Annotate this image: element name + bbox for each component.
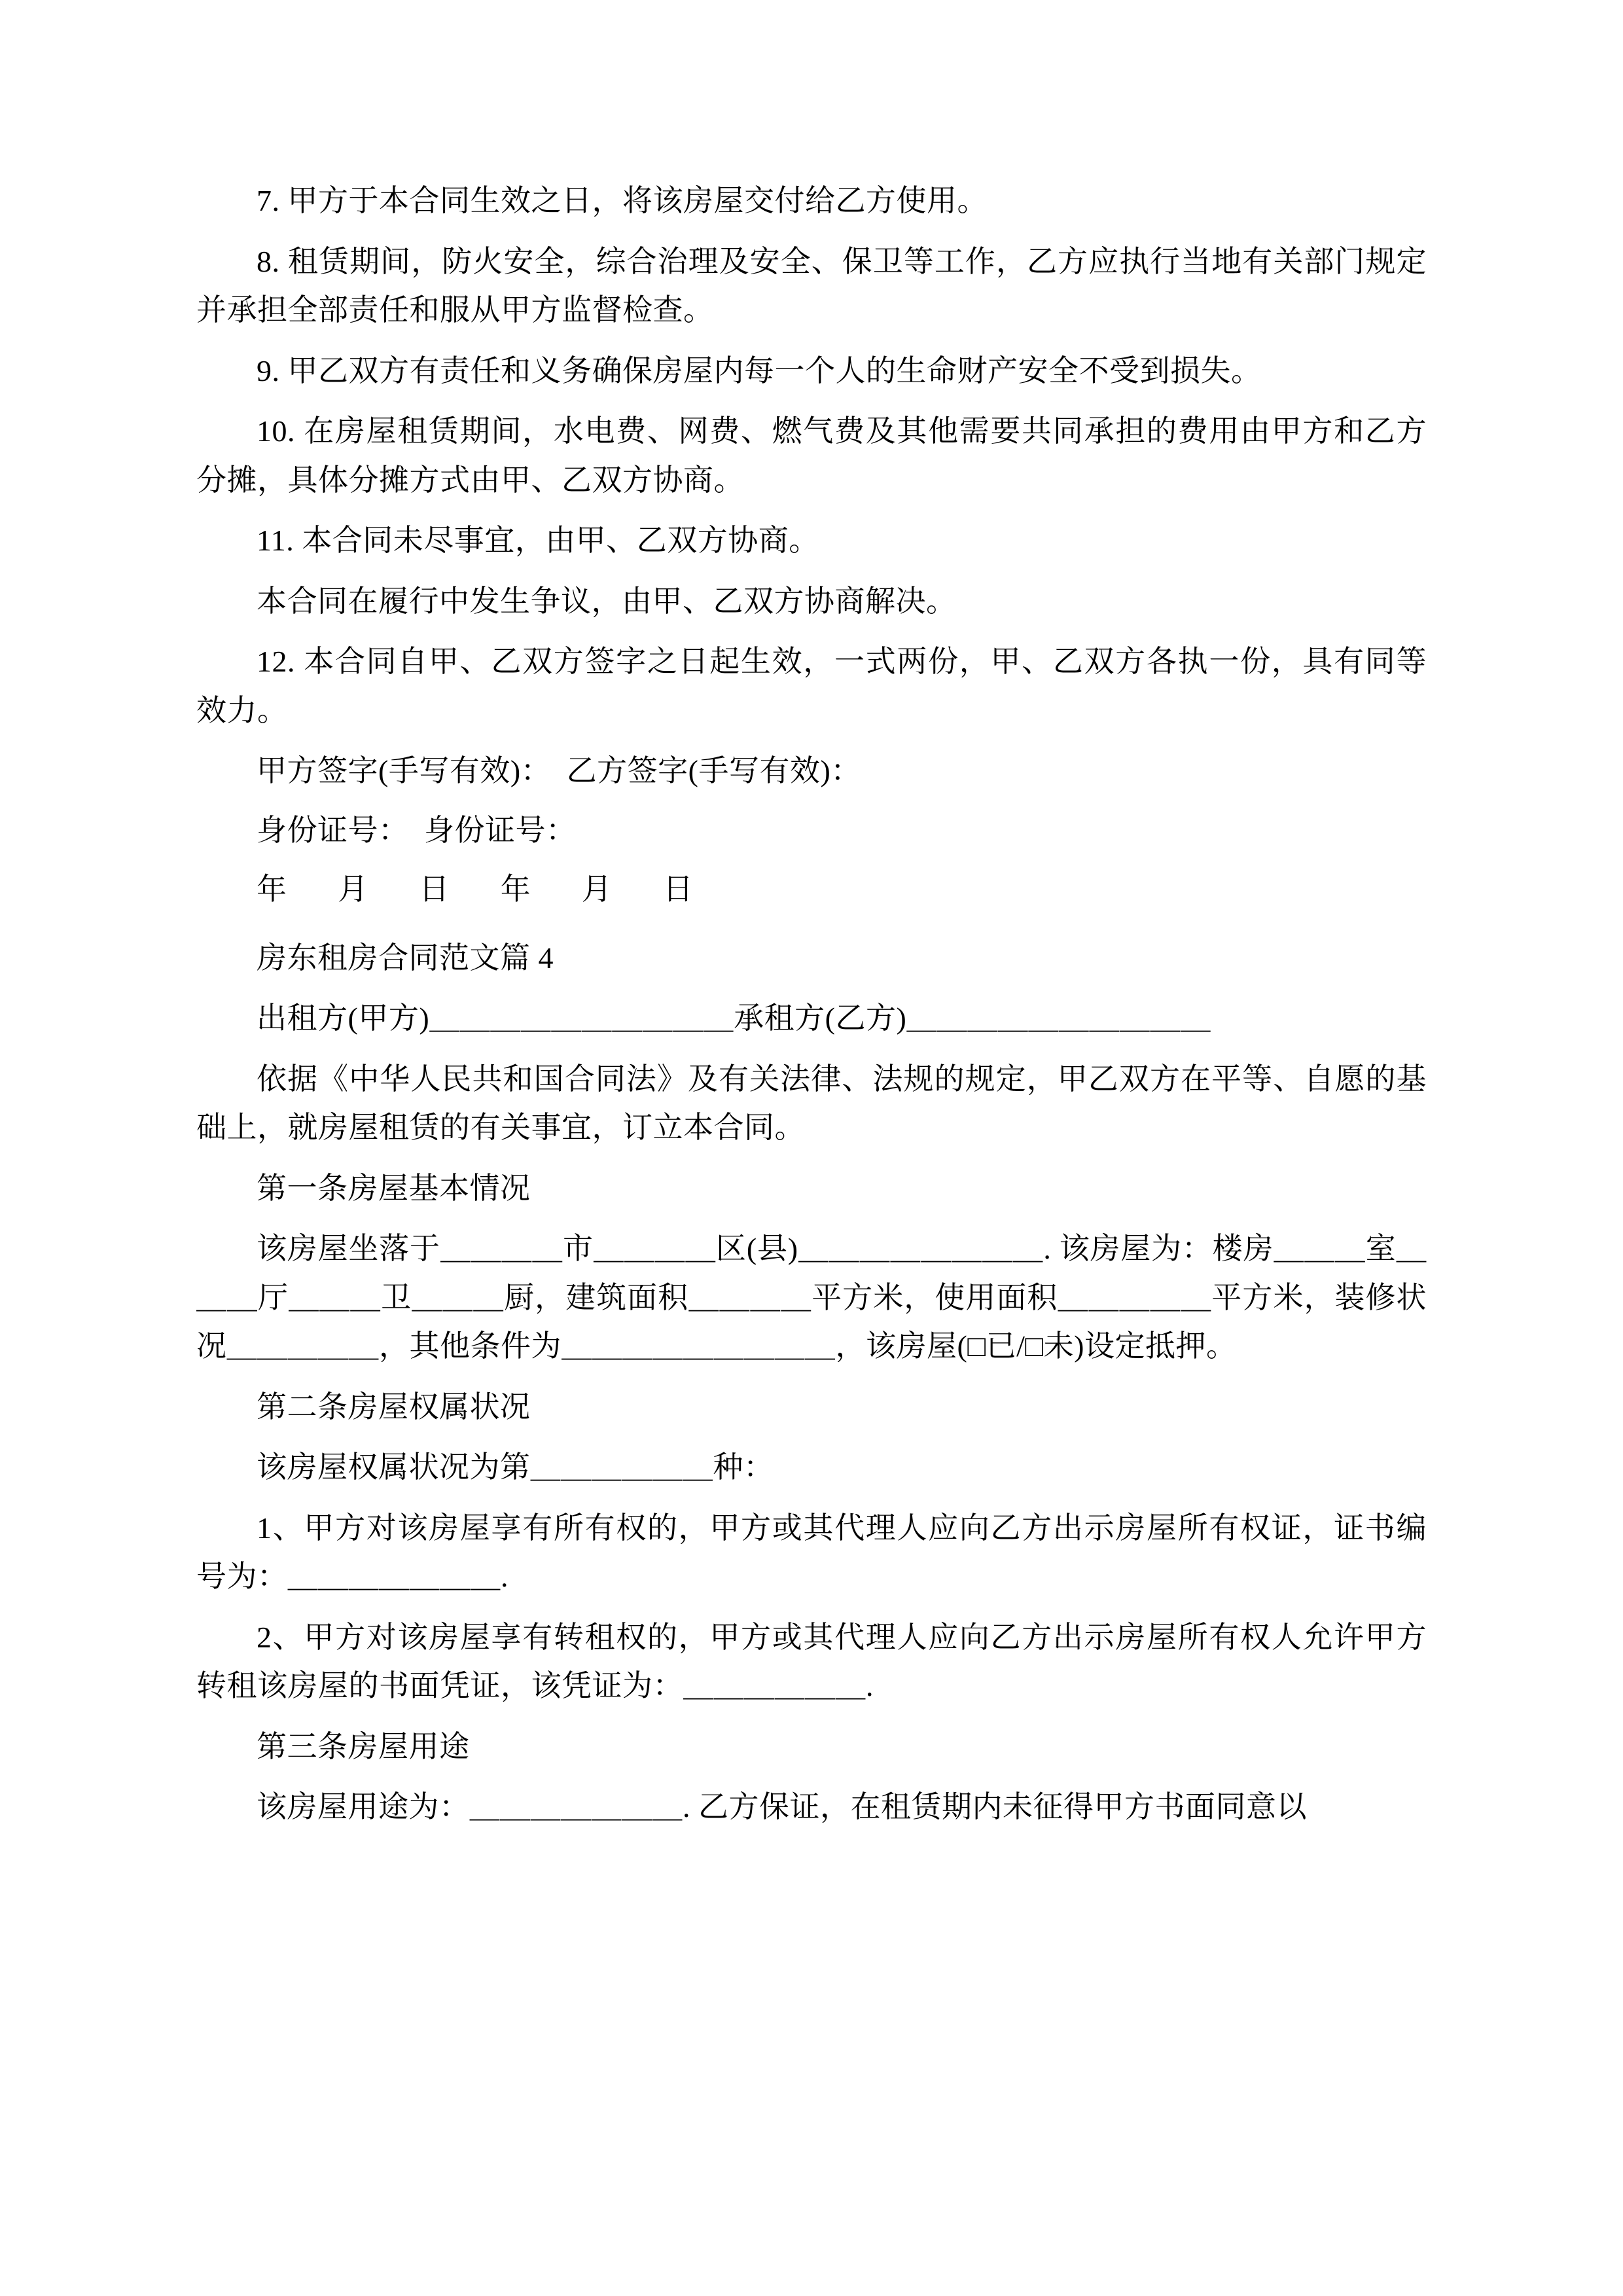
paragraph-parties: 出租方(甲方)＿＿＿＿＿＿＿＿＿＿承租方(乙方)＿＿＿＿＿＿＿＿＿＿ xyxy=(257,1001,1211,1035)
paragraph-clause-12: 12. 本合同自甲、乙双方签字之日起生效，一式两份，甲、乙双方各执一份，具有同等效力。 xyxy=(196,645,1427,727)
paragraph-clause-11: 11. 本合同未尽事宜，由甲、乙双方协商。 xyxy=(257,524,819,558)
signature-line-names: 甲方签字(手写有效)： 乙方签字(手写有效)： xyxy=(257,754,861,788)
article-2-body: 该房屋权属状况为第＿＿＿＿＿＿种： xyxy=(257,1450,774,1484)
paragraph-clause-7: 7. 甲方于本合同生效之日，将该房屋交付给乙方使用。 xyxy=(257,184,988,217)
paragraph-preamble: 依据《中华人民共和国合同法》及有关法律、法规的规定，甲乙双方在平等、自愿的基础上，就房屋租赁的有关事宜，订立本合同。 xyxy=(196,1062,1427,1145)
document-body xyxy=(196,177,1427,1832)
signature-line-id-numbers: 身份证号： 身份证号： xyxy=(257,813,577,847)
signature-line-dates: 年 月 日 年 月 日 xyxy=(257,872,704,906)
article-3-title: 第三条房屋用途 xyxy=(257,1729,470,1763)
article-1-title: 第一条房屋基本情况 xyxy=(257,1171,531,1205)
article-3-body: 该房屋用途为：＿＿＿＿＿＿＿. 乙方保证，在租赁期内未征得甲方书面同意以 xyxy=(257,1790,1307,1824)
article-2-item-2: 2、甲方对该房屋享有转租权的，甲方或其代理人应向乙方出示房屋所有权人允许甲方转租该房屋的书面凭证，该凭证为：＿＿＿＿＿＿. xyxy=(196,1620,1427,1703)
paragraph-clause-10: 10. 在房屋租赁期间，水电费、网费、燃气费及其他需要共同承担的费用由甲方和乙方分摊，具体分摊方式由甲、乙双方协商。 xyxy=(196,414,1427,497)
article-2-title: 第二条房屋权属状况 xyxy=(257,1390,531,1424)
article-1-body: 该房屋坐落于＿＿＿＿市＿＿＿＿区(县)＿＿＿＿＿＿＿＿. 该房屋为：楼房＿＿＿室＿＿＿厅＿＿＿卫＿＿＿厨，建筑面积＿＿＿＿平方米，使用面积＿＿＿＿＿平方米，装修状况＿＿＿＿＿，其他条件为＿＿＿＿＿＿＿＿＿，该房屋(□已/□未)设定抵押。 xyxy=(196,1232,1427,1363)
paragraph-dispute-resolution: 本合同在履行中发生争议，由甲、乙双方协商解决。 xyxy=(257,584,957,618)
article-2-item-1: 1、甲方对该房屋享有所有权的，甲方或其代理人应向乙方出示房屋所有权证，证书编号为：＿＿＿＿＿＿＿. xyxy=(196,1511,1427,1594)
section-heading-sample-4: 房东租房合同范文篇 4 xyxy=(257,941,554,975)
paragraph-clause-8: 8. 租赁期间，防火安全，综合治理及安全、保卫等工作，乙方应执行当地有关部门规定并承担全部责任和服从甲方监督检查。 xyxy=(196,244,1427,327)
paragraph-clause-9: 9. 甲乙双方有责任和义务确保房屋内每一个人的生命财产安全不受到损失。 xyxy=(257,353,1262,387)
